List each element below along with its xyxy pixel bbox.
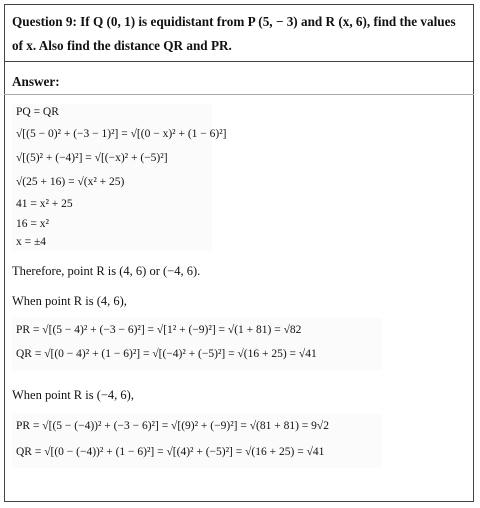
answer-divider [4, 94, 474, 95]
step-line: PQ = QR [16, 106, 59, 118]
step-line: √[(5)² + (−4)²] = √[(−x)² + (−5)²] [16, 152, 168, 164]
case2-label: When point R is (−4, 6), [12, 388, 134, 402]
therefore-text: Therefore, point R is (4, 6) or (−4, 6). [12, 264, 201, 278]
step-line: √[(5 − 0)² + (−3 − 1)²] = √[(0 − x)² + (1 − 6)²] [16, 128, 227, 140]
pr-line: PR = √[(5 − 4)² + (−3 − 6)²] = √[1² + (−9)²] = √(1 + 81) = √82 [16, 324, 302, 336]
case1-label: When point R is (4, 6), [12, 294, 127, 308]
question-text: Question 9: If Q (0, 1) is equidistant from P (5, − 3) and R (x, 6), find the values of x. Also find the distance QR and PR. [4, 4, 474, 62]
derivation-block [12, 104, 227, 250]
pr-line: PR = √[(5 − (−4))² + (−3 − 6)²] = √[(9)² + (−9)²] = √(81 + 81) = 9√2 [16, 420, 329, 432]
step-line: √(25 + 16) = √(x² + 25) [16, 176, 125, 188]
case2-block [12, 414, 382, 468]
answer-label: Answer: [12, 74, 60, 89]
qr-line: QR = √[(0 − 4)² + (1 − 6)²] = √[(−4)² + (−5)²] = √(16 + 25) = √41 [16, 348, 317, 360]
case1-block [12, 318, 382, 370]
step-line: 16 = x² [16, 218, 49, 230]
step-line: 41 = x² + 25 [16, 198, 73, 210]
qr-line: QR = √[(0 − (−4))² + (1 − 6)²] = √[(4)² + (−5)²] = √(16 + 25) = √41 [16, 446, 325, 458]
step-line: x = ±4 [16, 236, 47, 248]
